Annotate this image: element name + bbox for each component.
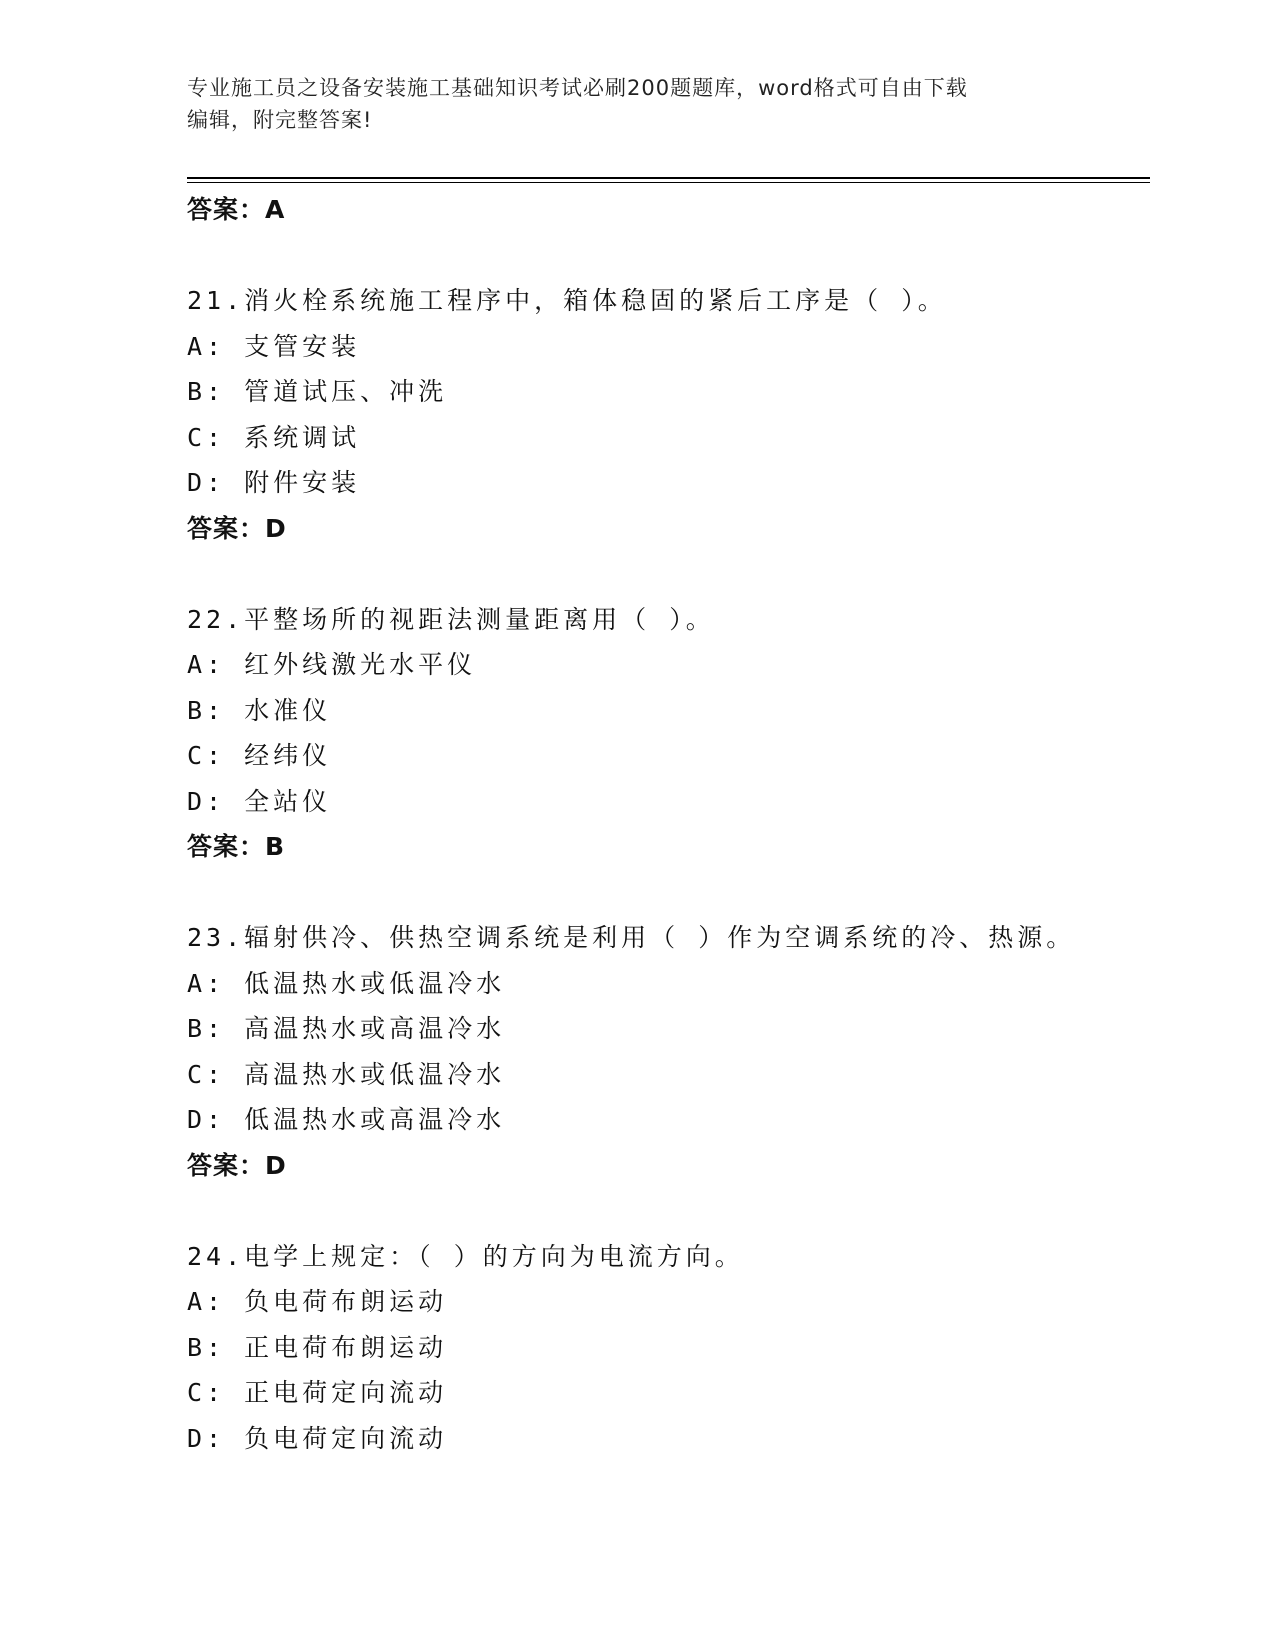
question-21-option-d: D: 附件安装 <box>187 468 361 497</box>
question-22-option-b: B: 水准仪 <box>187 695 332 725</box>
question-22-option-c: C: 经纬仪 <box>187 741 332 770</box>
question-22-option-d: D: 全站仪 <box>187 786 332 816</box>
header-line-1: 专业施工员之设备安装施工基础知识考试必刷200题题库，word格式可自由下载 <box>187 76 968 100</box>
spacer <box>187 870 1150 916</box>
question-23-option-b: B: 高温热水或高温冷水 <box>187 1014 506 1043</box>
question-21-option-c: C: 系统调试 <box>187 422 361 452</box>
header-divider-thin <box>187 182 1150 183</box>
spacer <box>187 233 1150 279</box>
question-22-answer: 答案：B <box>187 832 286 861</box>
spacer <box>187 551 1150 597</box>
question-list <box>187 187 1150 1461</box>
question-22-stem: 22.平整场所的视距法测量距离用（ ）。 <box>187 604 715 634</box>
question-24-option-a: A: 负电荷布朗运动 <box>187 1287 448 1316</box>
question-23-answer: 答案：D <box>187 1150 287 1180</box>
question-24-option-c: C: 正电荷定向流动 <box>187 1378 448 1407</box>
question-24-option-b: B: 正电荷布朗运动 <box>187 1332 448 1362</box>
spacer <box>187 1188 1150 1234</box>
question-23-option-d: D: 低温热水或高温冷水 <box>187 1105 506 1134</box>
question-23-stem: 23.辐射供冷、供热空调系统是利用（ ）作为空调系统的冷、热源。 <box>187 923 1076 952</box>
header-divider-thick <box>187 177 1150 179</box>
question-24-option-d: D: 负电荷定向流动 <box>187 1423 448 1453</box>
question-21-option-b: B: 管道试压、冲洗 <box>187 377 448 406</box>
question-21-answer: 答案：D <box>187 513 287 543</box>
question-23-option-c: C: 高温热水或低温冷水 <box>187 1059 506 1089</box>
question-21-stem: 21.消火栓系统施工程序中，箱体稳固的紧后工序是（ ）。 <box>187 286 947 315</box>
question-23-option-a: A: 低温热水或低温冷水 <box>187 968 506 998</box>
document-header <box>187 72 1087 136</box>
answer-previous: 答案：A <box>187 195 286 224</box>
question-21-option-a: A: 支管安装 <box>187 331 361 361</box>
question-22-option-a: A: 红外线激光水平仪 <box>187 650 477 679</box>
header-line-2: 编辑，附完整答案! <box>187 108 373 132</box>
question-24-stem: 24.电学上规定：（ ）的方向为电流方向。 <box>187 1241 744 1271</box>
